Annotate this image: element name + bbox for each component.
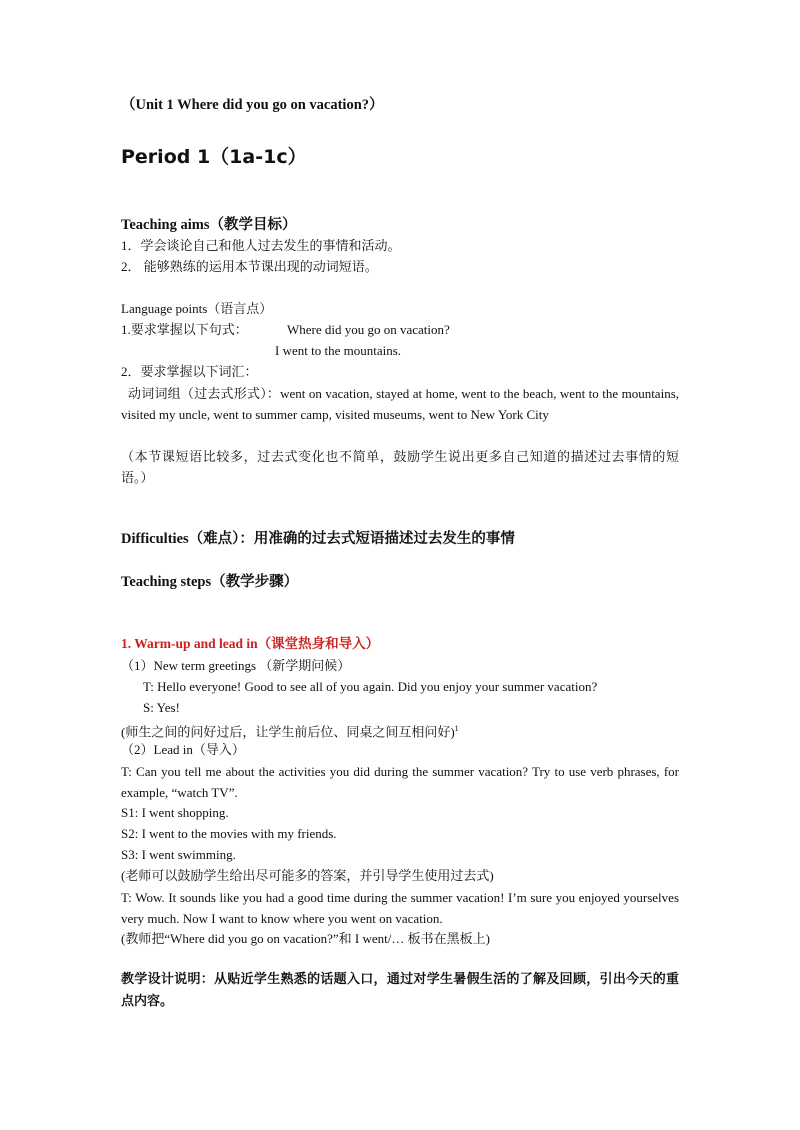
greeting-note — [121, 719, 459, 742]
sentence-pattern-1: Where did you go on vacation? — [287, 322, 450, 337]
language-note: （本节课短语比较多，过去式变化也不简单，鼓励学生说出更多自己知道的描述过去事情的短语。） — [121, 449, 679, 485]
sentence-pattern-label: 1.要求掌握以下句式： — [121, 322, 248, 337]
teacher-line-1: T: Hello everyone! Good to see all of you again. Did you enjoy your summer vacation? — [143, 679, 598, 694]
sentence-pattern-2: I went to the mountains. — [275, 343, 402, 358]
unit-title: （Unit 1 Where did you go on vacation?） — [121, 97, 384, 113]
aim-item-1: 1．学会谈论自己和他人过去发生的事情和活动。 — [121, 238, 401, 253]
answer-note: (老师可以鼓励学生给出尽可能多的答案，并引导学生使用过去式) — [121, 868, 494, 883]
vocabulary-label: 2．要求掌握以下词汇： — [121, 364, 258, 379]
greetings-subheading: （1）New term greetings （新学期问候） — [121, 658, 351, 673]
blackboard-note: (教师把“Where did you go on vacation?”和 I went/… 板书在黑板上) — [121, 931, 490, 946]
aim-item-2: 2． 能够熟练的运用本节课出现的动词短语。 — [121, 259, 378, 274]
warm-up-heading: 1. Warm-up and lead in（课堂热身和导入） — [121, 636, 380, 651]
teacher-line-3: T: Wow. It sounds like you had a good time during the summer vacation! I’m sure you enjoyed yourselves very much. Now I want to know where you went on vacation. — [121, 890, 679, 926]
teaching-steps-heading: Teaching steps（教学步骤） — [121, 574, 299, 590]
student-answer-3: S3: I went swimming. — [121, 847, 236, 862]
teaching-aims-heading: Teaching aims（教学目标） — [121, 217, 297, 233]
teacher-line-2: T: Can you tell me about the activities you did during the summer vacation? Try to use verb phrases, for example, “watch TV”. — [121, 764, 679, 800]
period-title: Period 1（1a-1c） — [121, 146, 307, 168]
lead-in-subheading: （2）Lead in（导入） — [121, 742, 245, 757]
language-points-heading: Language points（语言点） — [121, 301, 273, 316]
design-note: 教学设计说明：从贴近学生熟悉的话题入口，通过对学生暑假生活的了解及回顾，引出今天的重点内容。 — [121, 971, 679, 1008]
student-answer-1: S1: I went shopping. — [121, 805, 229, 820]
greeting-note-text: (师生之间的问好过后，让学生前后位、同桌之间互相问好) — [121, 724, 455, 740]
student-answer-2: S2: I went to the movies with my friends. — [121, 826, 337, 841]
footnote-mark: 1 — [454, 724, 459, 733]
vocabulary-list: 动词词组（过去式形式）：went on vacation, stayed at home, went to the beach, went to the mountains, visited my uncle, went to summer camp, visited museums, went to New York City — [121, 386, 679, 422]
difficulties-heading: Difficulties（难点）：用准确的过去式短语描述过去发生的事情 — [121, 531, 515, 547]
student-line-1: S: Yes! — [143, 700, 180, 715]
